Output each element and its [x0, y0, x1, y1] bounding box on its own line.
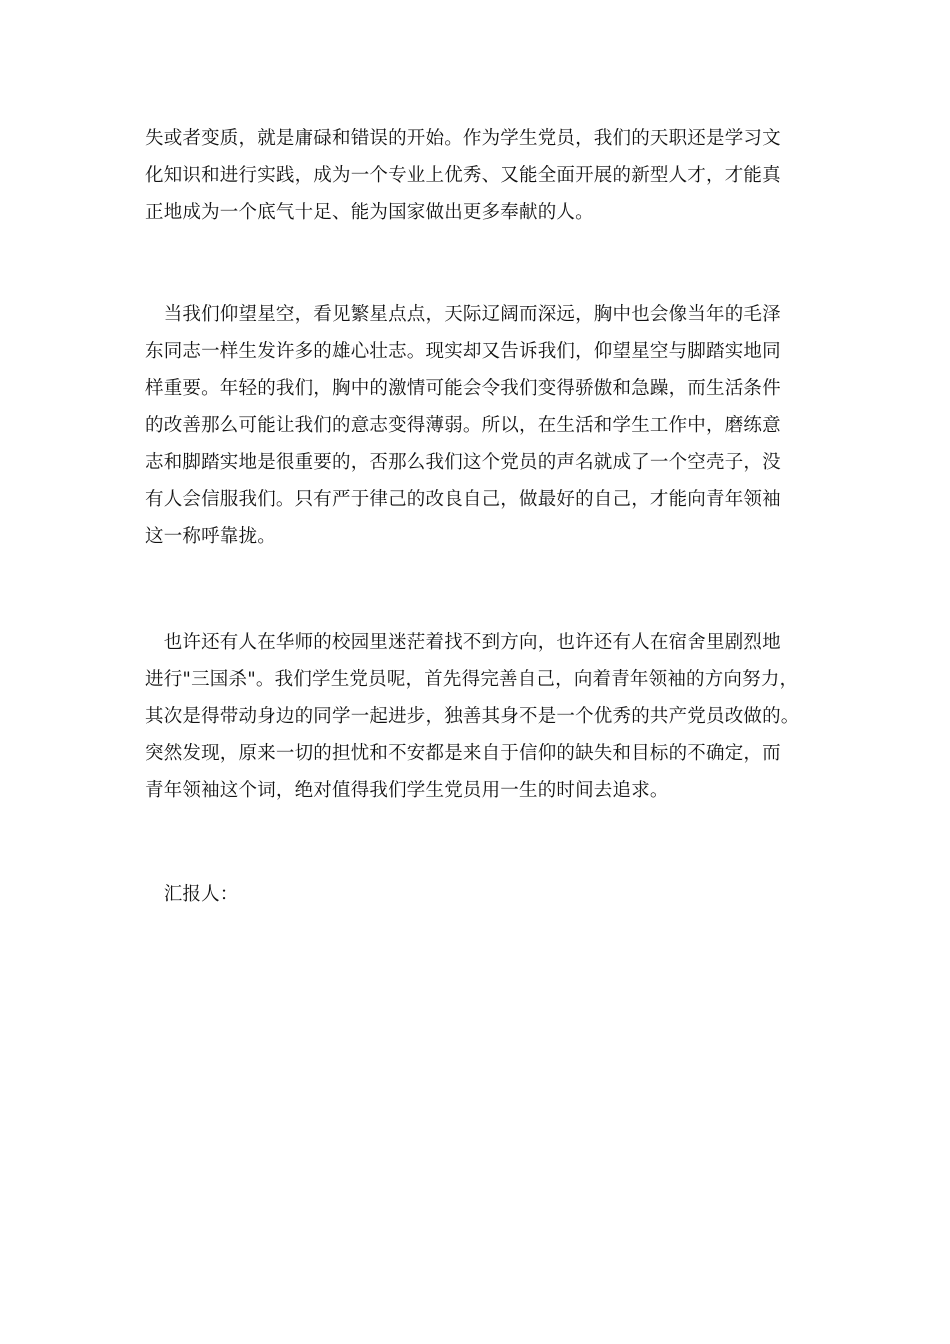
- text-line: 样重要。年轻的我们，胸中的激情可能会令我们变得骄傲和急躁，而生活条件: [145, 378, 781, 399]
- paragraph-2: [145, 296, 810, 555]
- text-line: 其次是得带动身边的同学一起进步，独善其身不是一个优秀的共产党员改做的。: [145, 706, 800, 727]
- text-line: 有人会信服我们。只有严于律己的改良自己，做最好的自己，才能向青年领袖: [145, 489, 781, 510]
- text-line: 进行"三国杀"。我们学生党员呢，首先得完善自己，向着青年领袖的方向努力，: [145, 669, 799, 690]
- text-line: 失或者变质，就是庸碌和错误的开始。作为学生党员，我们的天职还是学习文: [145, 128, 781, 149]
- text-line: 东同志一样生发许多的雄心壮志。现实却又告诉我们，仰望星空与脚踏实地同: [145, 341, 781, 362]
- text-line: 的改善那么可能让我们的意志变得薄弱。所以，在生活和学生工作中，磨练意: [145, 415, 781, 436]
- text-line: 这一称呼靠拢。: [145, 526, 276, 547]
- paragraph-3: [145, 624, 810, 809]
- text-line: 正地成为一个底气十足、能为国家做出更多奉献的人。: [145, 202, 594, 223]
- text-line: 也许还有人在华师的校园里迷茫着找不到方向，也许还有人在宿舍里剧烈地: [145, 632, 781, 653]
- paragraph-signature: [145, 876, 810, 913]
- text-line: 志和脚踏实地是很重要的，否那么我们这个党员的声名就成了一个空壳子，没: [145, 452, 781, 473]
- text-line: 青年领袖这个词，绝对值得我们学生党员用一生的时间去追求。: [145, 780, 669, 801]
- reporter-label: 汇报人：: [145, 884, 239, 905]
- text-line: 化知识和进行实践，成为一个专业上优秀、又能全面开展的新型人才，才能真: [145, 165, 781, 186]
- text-line: 当我们仰望星空，看见繁星点点，天际辽阔而深远，胸中也会像当年的毛泽: [145, 304, 781, 325]
- text-line: 突然发现，原来一切的担忧和不安都是来自于信仰的缺失和目标的不确定，而: [145, 743, 781, 764]
- paragraph-1: [145, 120, 810, 231]
